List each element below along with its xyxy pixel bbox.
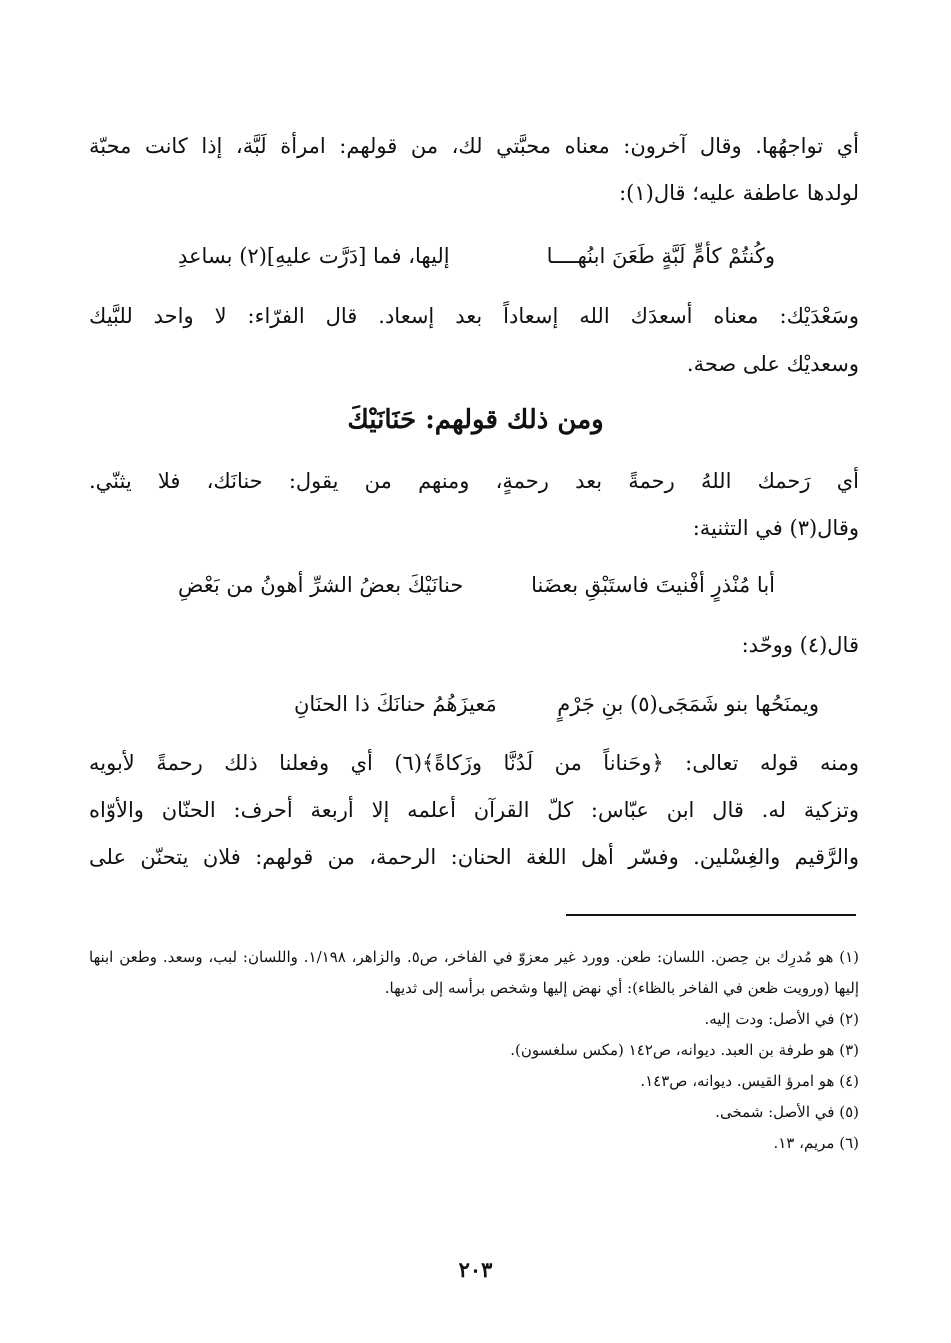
body-line: وتزكية له. قال ابن عبّاس: كلّ القرآن أعلمه إلا أربعة أحرف: الحنّان والأوّاه [89, 798, 859, 822]
footnotes [89, 942, 859, 1159]
body-line: قال(٤) ووحّد: [741, 633, 859, 657]
body-line: والرَّقيم والغِسْلين. وفسّر أهل اللغة الحنان: الرحمة، من قولهم: فلان يتحنّن على [89, 845, 859, 869]
footnote: (٢) في الأصل: ودت إليه. [704, 1010, 859, 1028]
verse-hemistich-left: مَعيزَهُمُ حنانَكَ ذا الحنَانِ [294, 692, 497, 716]
footnote-separator [566, 914, 856, 916]
body-line: لولدها عاطفة عليه؛ قال(١): [619, 181, 859, 205]
body-line: وقال(٣) في التثنية: [692, 516, 859, 540]
footnote: (٥) في الأصل: شمخى. [715, 1103, 859, 1121]
verse-hemistich-right: وكُنتُمْ كأمٍّ لَبَّةٍ طَعَنَ ابنُهــــا [546, 244, 775, 268]
footnote: (٦) مريم، ١٣. [773, 1134, 859, 1152]
footnote: (١) هو مُدرِك بن حِصن. اللسان: طعن. وورد غير معزوّ في الفاخر، ص٥. والزاهر، ١/١٩٨. واللسان: لبب، وسعد. وطعن ابنها إليها (ورويت ظعن في الفاخر بالظاء): أي نهض إليها وشخص برأسه إلى ثديها. [89, 948, 859, 997]
body-line: ومنه قوله تعالى: ﴿وحَناناً من لَدُنَّا وزَكاةً﴾(٦) أي وفعلنا ذلك رحمةً لأبويه [89, 751, 859, 775]
body-line: أي تواجهُها. وقال آخرون: معناه محبَّتي لك، من قولهم: امرأة لَبَّة، إذا كانت محبّة [89, 134, 859, 158]
footnote: (٣) هو طرفة بن العبد. ديوانه، ص١٤٢ (مكس سلغسون). [510, 1041, 859, 1059]
footnote: (٤) هو امرؤ القيس. ديوانه، ص١٤٣. [640, 1072, 859, 1090]
page-number: ٢٠٣ [458, 1257, 493, 1282]
body-line: وسعديْك على صحة. [686, 352, 859, 376]
verse-hemistich-left: إليها، فما [دَرَّت عليهِ](٢) بساعدِ [178, 244, 450, 268]
verse-hemistich-right: أبا مُنْذرٍ أفْنيتَ فاستَبْقِ بعضَنا [531, 573, 775, 597]
section-heading: ومن ذلك قولهم: حَنَانَيْكَ [347, 405, 604, 435]
verse-hemistich-right: ويمنَحُها بنو شَمَجَى(٥) بنِ جَرْمٍ [557, 692, 819, 716]
verse-hemistich-left: حنانَيْكَ بعضُ الشرِّ أهونُ من بَعْضِ [178, 573, 464, 597]
body-line: أي رَحمك اللهُ رحمةً بعد رحمةٍ، ومنهم من يقول: حنانَك، فلا يثنّي. [89, 469, 859, 493]
body-line: وسَعْدَيْك: معناه أسعدَك الله إسعاداً بعد إسعاد. قال الفرّاء: لا واحد للبَّيك [89, 304, 859, 328]
